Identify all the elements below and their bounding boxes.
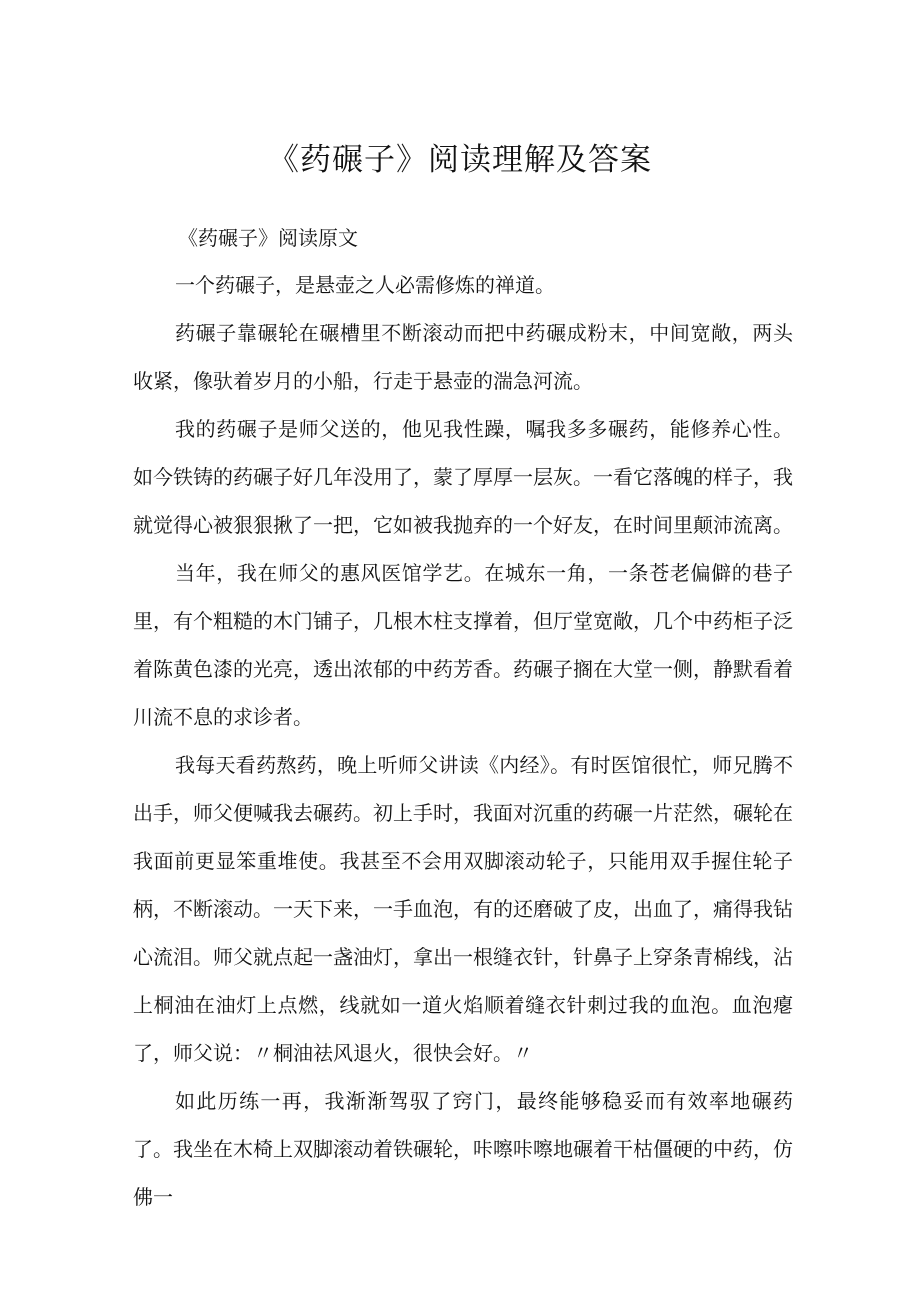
paragraph-4: 当年，我在师父的惠风医馆学艺。在城东一角，一条苍老偏僻的巷子里，有个粗糙的木门铺子，几根木柱支撑着，但厅堂宽敞，几个中药柜子泛着陈黄色漆的光亮，透出浓郁的中药芳香。药碾子搁在大堂一侧，静默看着川流不息的求诊者。 — [133, 561, 793, 729]
paragraph-2: 药碾子靠碾轮在碾槽里不断滚动而把中药碾成粉末，中间宽敞，两头收紧，像驮着岁月的小船，行走于悬壶的湍急河流。 — [133, 321, 793, 393]
section-heading: 《药碾子》阅读原文 — [178, 226, 358, 250]
paragraph-5: 我每天看药熬药，晚上听师父讲读《内经》。有时医馆很忙，师兄腾不出手，师父便喊我去碾药。初上手时，我面对沉重的药碾一片茫然，碾轮在我面前更显笨重堆使。我甚至不会用双脚滚动轮子，只能用双手握住轮子柄，不断滚动。一天下来，一手血泡，有的还磨破了皮，出血了，痛得我钻心流泪。师父就点起一盏油灯，拿出一根缝衣针，针鼻子上穿条青棉线，沾上桐油在油灯上点燃，线就如一道火焰顺着缝衣针刺过我的血泡。血泡瘪了，师父说：〃桐油祛风退火，很快会好。〃 — [133, 753, 793, 1065]
paragraph-1: 一个药碾子，是悬壶之人必需修炼的禅道。 — [175, 273, 555, 297]
paragraph-6: 如此历练一再，我渐渐驾驭了窍门，最终能够稳妥而有效率地碾药了。我坐在木椅上双脚滚动着铁碾轮，咔嚓咔嚓地碾着干枯僵硬的中药，仿佛一 — [133, 1089, 793, 1209]
document-title: 《药碾子》阅读理解及答案 — [268, 142, 652, 178]
paragraph-3: 我的药碾子是师父送的，他见我性躁，嘱我多多碾药，能修养心性。如今铁铸的药碾子好几年没用了，蒙了厚厚一层灰。一看它落魄的样子，我就觉得心被狠狠揪了一把，它如被我抛弃的一个好友，在时间里颠沛流离。 — [133, 417, 793, 537]
